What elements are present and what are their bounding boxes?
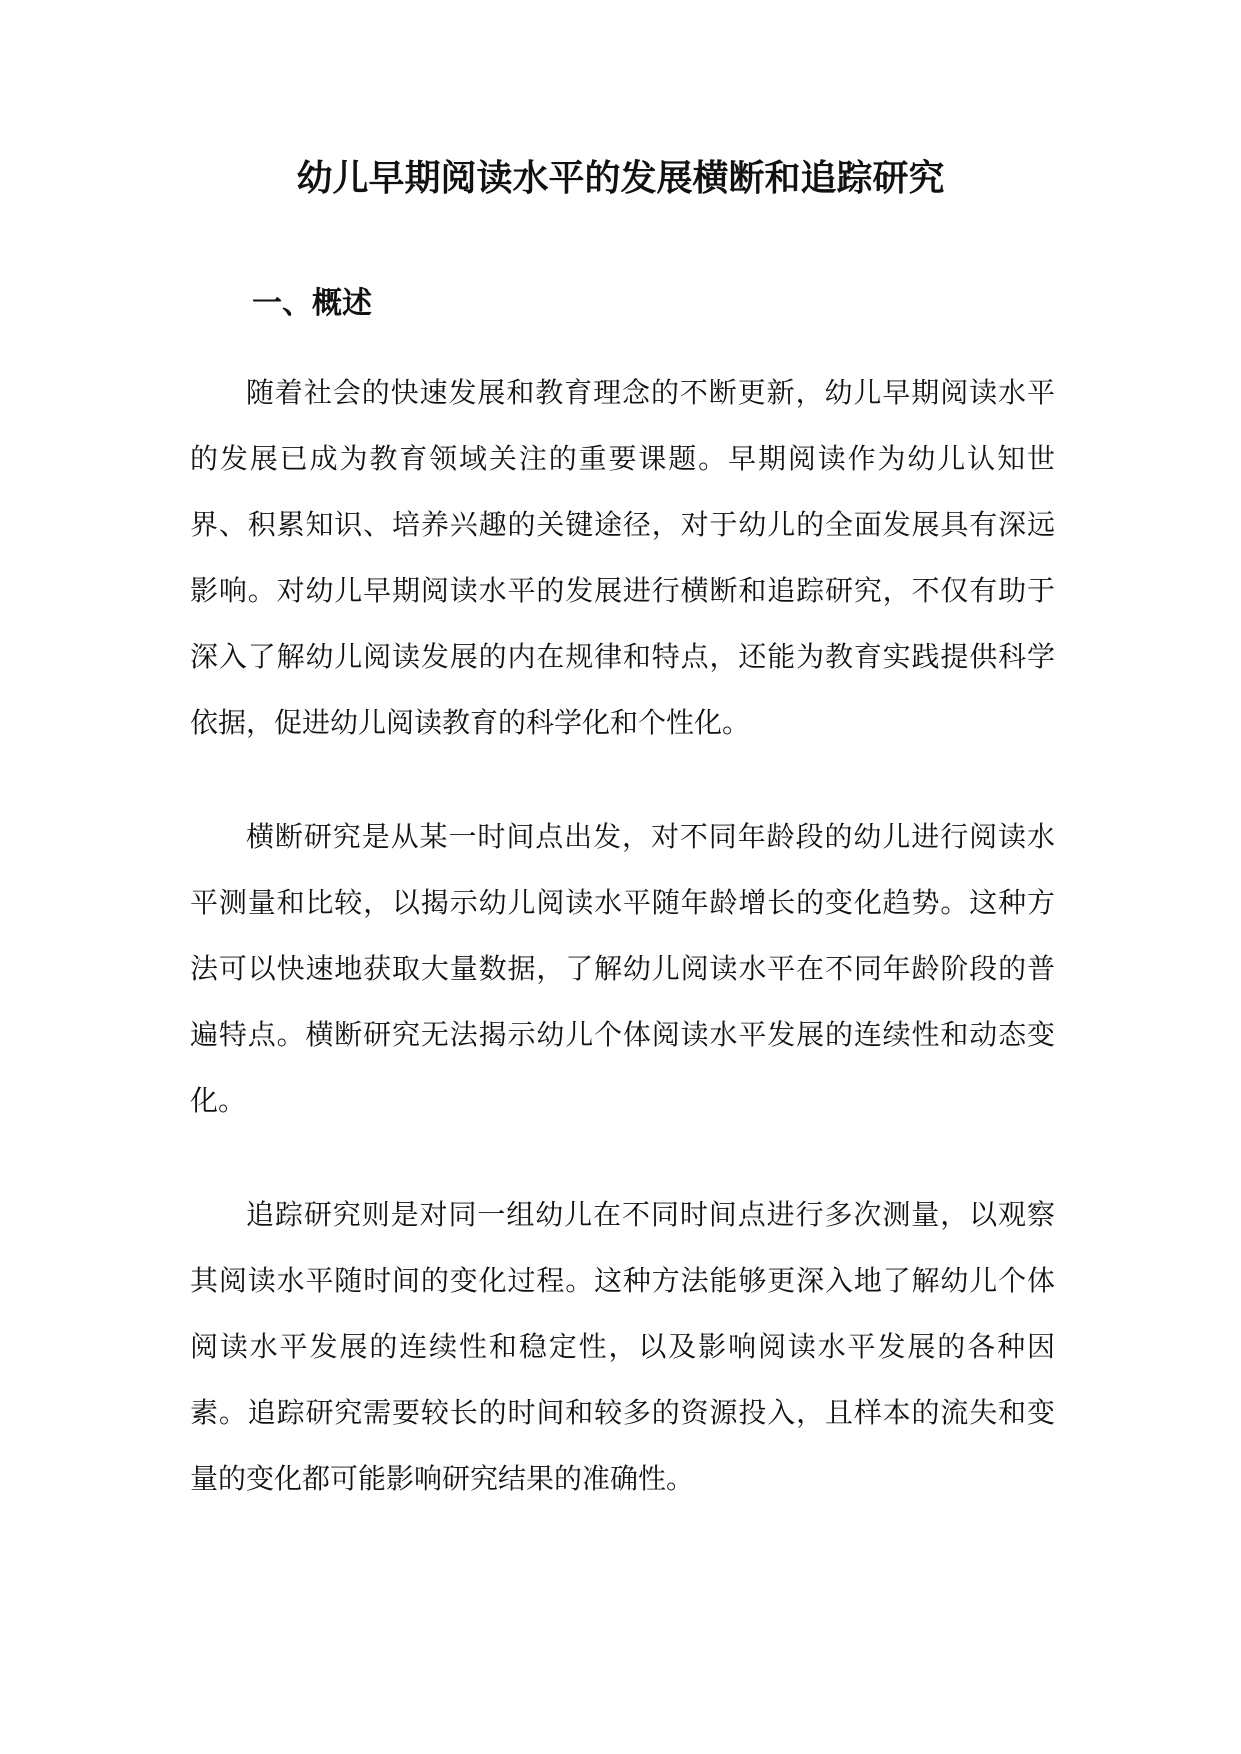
body-paragraph: 横断研究是从某一时间点出发，对不同年龄段的幼儿进行阅读水平测量和比较，以揭示幼儿阅读水平随年龄增长的变化趋势。这种方法可以快速地获取大量数据，了解幼儿阅读水平在不同年龄阶段的普遍特点。横断研究无法揭示幼儿个体阅读水平发展的连续性和动态变化。	[190, 820, 1055, 1117]
document-title: 幼儿早期阅读水平的发展横断和追踪研究	[296, 157, 945, 199]
section-heading: 一、概述	[252, 286, 372, 321]
body-paragraph: 随着社会的快速发展和教育理念的不断更新，幼儿早期阅读水平的发展已成为教育领域关注的重要课题。早期阅读作为幼儿认知世界、积累知识、培养兴趣的关键途径，对于幼儿的全面发展具有深远影响。对幼儿早期阅读水平的发展进行横断和追踪研究，不仅有助于深入了解幼儿阅读发展的内在规律和特点，还能为教育实践提供科学依据，促进幼儿阅读教育的科学化和个性化。	[190, 376, 1055, 739]
body-paragraph: 追踪研究则是对同一组幼儿在不同时间点进行多次测量，以观察其阅读水平随时间的变化过程。这种方法能够更深入地了解幼儿个体阅读水平发展的连续性和稳定性，以及影响阅读水平发展的各种因素。追踪研究需要较长的时间和较多的资源投入，且样本的流失和变量的变化都可能影响研究结果的准确性。	[190, 1198, 1055, 1495]
